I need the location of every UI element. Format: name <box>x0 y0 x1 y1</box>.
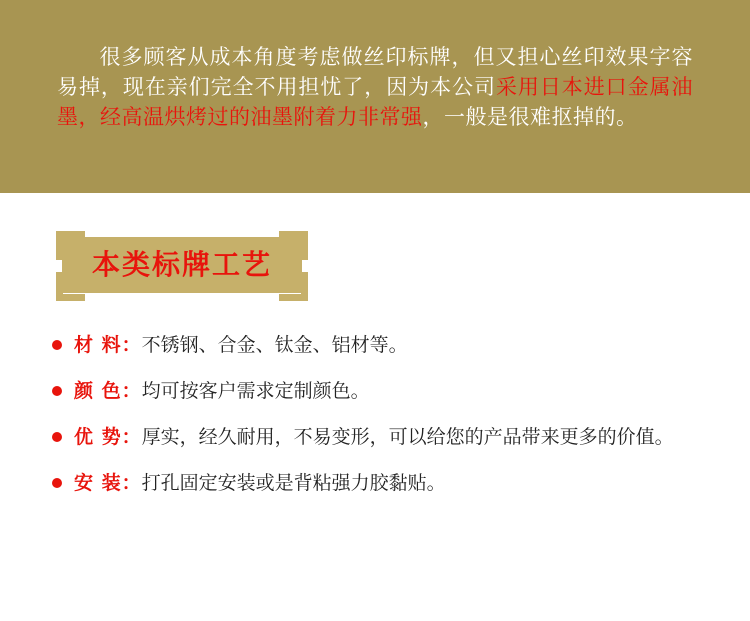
spec-value-material: 不锈钢、合金、钛金、铝材等。 <box>141 334 408 356</box>
spec-value-installation: 打孔固定安装或是背粘强力胶黏贴。 <box>141 472 446 494</box>
intro-paragraph <box>57 42 693 132</box>
list-item <box>52 331 702 359</box>
list-item <box>52 423 702 451</box>
bullet-icon <box>52 386 62 396</box>
spec-value-advantage: 厚实，经久耐用，不易变形，可以给您的产品带来更多的价值。 <box>141 426 674 448</box>
spec-label-color: 颜 色： <box>74 380 142 402</box>
intro-segment-4: ，一般是很难抠掉的。 <box>422 105 638 129</box>
intro-segment-3-highlight: ，经高温烘烤过的油墨附着力非常强 <box>78 105 423 129</box>
bullet-icon <box>52 340 62 350</box>
spec-label-installation: 安 装： <box>74 472 142 494</box>
intro-segment-2-highlight: 采用日本进口金属油墨 <box>57 75 694 129</box>
section-heading-plaque <box>56 237 308 301</box>
list-item <box>52 469 702 497</box>
craft-section <box>0 193 750 621</box>
spec-list <box>52 331 702 515</box>
bullet-icon <box>52 432 62 442</box>
spec-label-advantage: 优 势： <box>74 426 142 448</box>
spec-value-color: 均可按客户需求定制颜色。 <box>141 380 370 402</box>
spec-label-material: 材 料： <box>74 334 142 356</box>
intro-banner <box>0 0 750 193</box>
plaque-background <box>62 237 302 293</box>
list-item <box>52 377 702 405</box>
bullet-icon <box>52 478 62 488</box>
intro-segment-1: 很多顾客从成本角度考虑做丝印标牌，但又担心丝印效果字容易掉，现在亲们完全不用担忧了，因为本公司 <box>57 45 693 99</box>
section-title: 本类标牌工艺 <box>91 248 272 281</box>
